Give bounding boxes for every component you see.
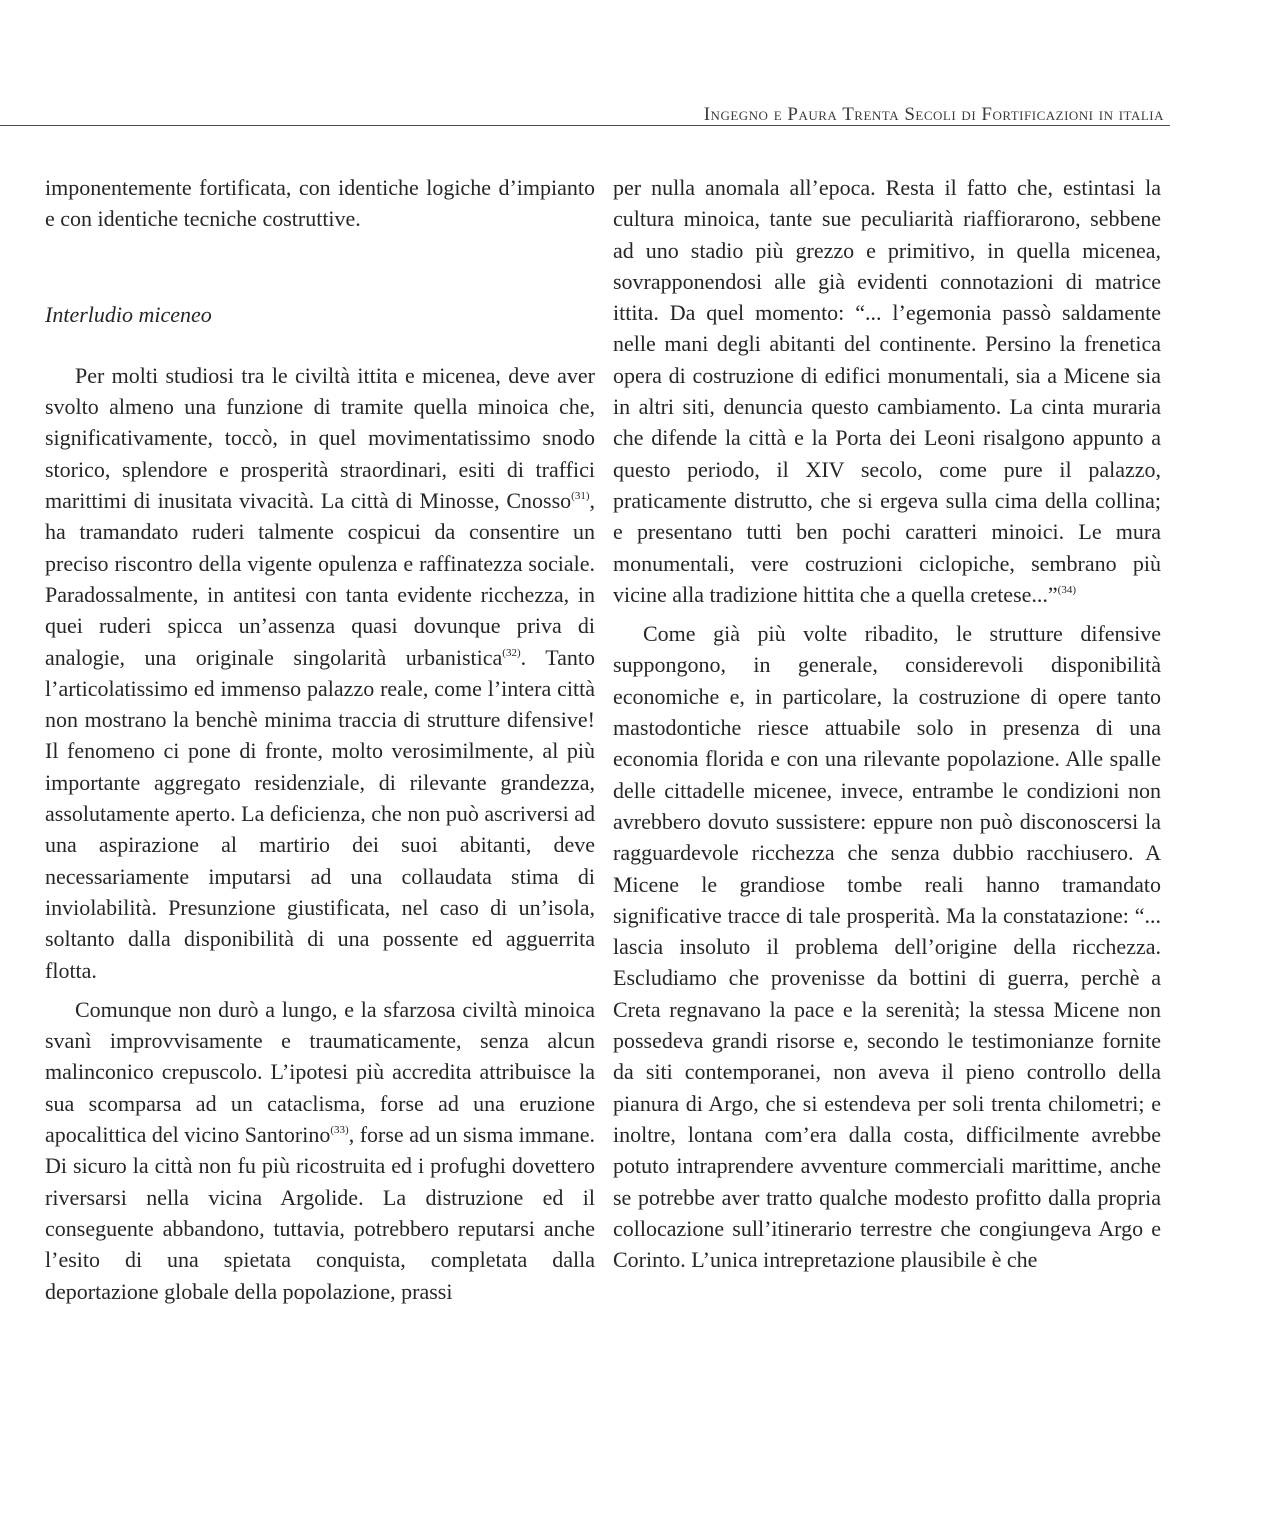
paragraph-defenses: Come già più volte ribadito, le strutture difensive suppongono, in generale, considerevoli disponibilità economiche e, in particolare, la costruzione di opere tanto mastodontiche riesce attuabile solo in presenza di una economia florida e con una rilevante popolazione. Alle spalle delle cittadelle micenee, invece, entrambe le condizioni non avrebbero dovuto sussistere: eppure non può disconoscersi la ragguardevole ricchezza che senza dubbio racchiusero. A Micene le grandiose tombe reali hanno tramandato significative tracce di tale prosperità. Ma la constatazione: “... lascia insoluto il problema dell’origine della ricchezza. Escludiamo che provenisse da bottini di guerra, perchè a Creta regnavano la pace e la serenità; la stessa Micene non possedeva grandi risorse e, secondo le testimonianze fornite da siti contemporanei, non aveva il pieno controllo della pianura di Argo, che si estendeva per soli trenta chilometri; e inoltre, lontana com’era dalla costa, difficilmente avrebbe potuto intraprendere avventure commerciali marittime, anche se potrebbe aver tratto qualche modesto profitto dalla propria collocazione sull’itinerario terrestre che congiungeva Argo e Corinto. L’unica intrepretazione plausibile è che: [613, 621, 1161, 1273]
paragraph-text: , forse ad un sisma immane. Di sicuro la città non fu più ricostruita ed i profughi dovettero riversarsi nella vicina Argolide. La distruzione ed il conseguente abbandono, tuttavia, potrebbero reputarsi anche l’esito di una spietata conquista, completata dalla deportazione globale della popolazione, prassi: [45, 1122, 595, 1304]
footnote-ref-34: (34): [1057, 583, 1076, 596]
footnote-ref-33: (33): [330, 1124, 349, 1137]
paragraph-text: . Tanto l’articolatissimo ed immenso palazzo reale, come l’intera città non mostrano la benchè minima traccia di strutture difensive! Il fenomeno ci pone di fronte, molto verosimilmente, al più importante aggregato residenziale, di rilevante grandezza, assolutamente aperto. La deficienza, che non può ascriversi ad una aspirazione al martirio dei suoi abitanti, deve necessariamente imputarsi ad una collaudata stima di inviolabilità. Presunzione giustificata, nel caso di un’isola, soltanto dalla disponibilità di una possente ed agguerrita flotta.: [45, 644, 595, 983]
footnote-ref-32: (32): [502, 646, 521, 659]
right-column: [613, 172, 1161, 1275]
continued-paragraph: imponentemente fortificata, con identiche logiche d’impianto e con identiche tecniche costruttive.: [45, 175, 595, 232]
section-heading: Interludio miceneo: [45, 301, 212, 327]
header-rule: [0, 125, 1170, 126]
paragraph-text: Per molti studiosi tra le civiltà ittita e micenea, deve aver svolto almeno una funzione di tramite quella minoica che, significativamente, toccò, in quel movimentatissimo snodo storico, splendore e prosperità straordinari, esiti di traffici marittimi di inusitata vivacità. La città di Minosse, Cnosso: [45, 362, 595, 514]
left-column: [45, 172, 595, 1307]
paragraph-text: per nulla anomala all’epoca. Resta il fatto che, estintasi la cultura minoica, tante sue peculiarità riaffiorarono, sebbene ad uno stadio più grezzo e primitivo, in quella micenea, sovrapponendosi alle già evidenti connotazioni di matrice ittita. Da quel momento: “... l’egemonia passò saldamente nelle mani degli abitanti del continente. Persino la frenetica opera di costruzione di edifici monumentali, sia a Micene sia in altri siti, denuncia questo cambiamento. La cinta muraria che difende la città e la Porta dei Leoni risalgono appunto a questo periodo, il XIV secolo, come pure il palazzo, praticamente distrutto, che si ergeva sulla cima della collina; e presentano tutti ben pochi caratteri minoici. Le mura monumentali, vere costruzioni ciclopiche, sembrano più vicine alla tradizione hittita che a quella cretese...”: [613, 175, 1161, 607]
paragraph-text: , ha tramandato ruderi talmente cospicui da consentire un preciso riscontro della vigente opulenza e raffinatezza sociale. Paradossalmente, in antitesi con tanta evidente ricchezza, in quei ruderi spicca un’assenza quasi dovunque priva di analogie, una originale singolarità urbanistica: [45, 488, 595, 670]
running-header: Ingegno e Paura Trenta Secoli di Fortificazioni in italia: [703, 104, 1164, 125]
paragraph-text: Comunque non durò a lungo, e la sfarzosa civiltà minoica svanì improvvisamente e traumaticamente, senza alcun malinconico crepuscolo. L’ipotesi più accredita attribuisce la sua scomparsa ad un cataclisma, forse ad una eruzione apocalittica del vicino Santorino: [45, 996, 595, 1148]
footnote-ref-31: (31): [571, 490, 590, 503]
paragraph-decline: [45, 994, 595, 1307]
paragraph-minoan: [45, 360, 595, 986]
paragraph-mycenae: [613, 172, 1161, 610]
